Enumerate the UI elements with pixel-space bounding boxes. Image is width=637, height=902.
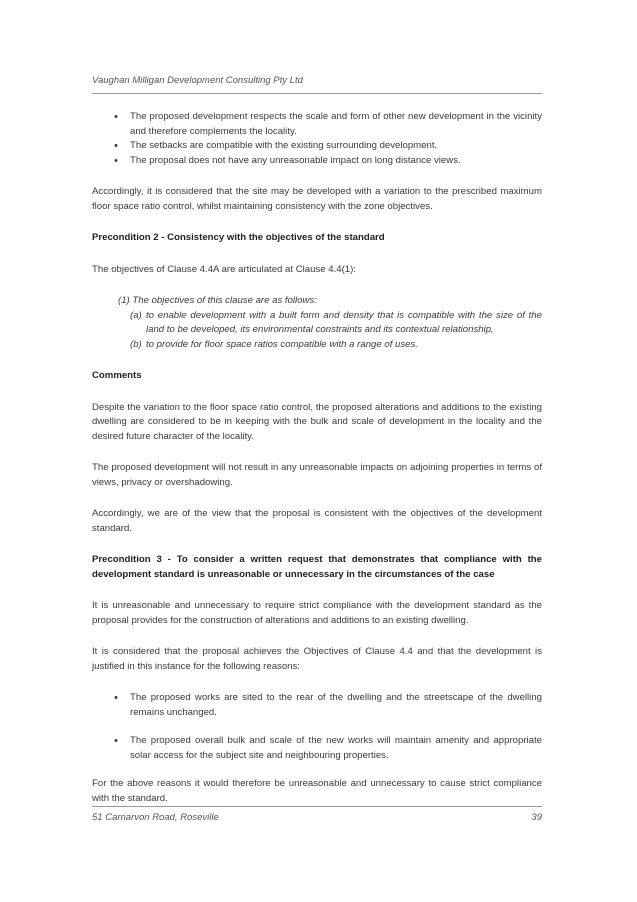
list-item: • The proposed works are sited to the rear of the dwelling and the streetscape of the dwelling remains unchanged.: [92, 691, 542, 720]
footer-address: 51 Carnarvon Road, Roseville: [92, 812, 219, 823]
objective-label: (b): [130, 338, 142, 350]
header-title: Vaughan Milligan Development Consulting Pty Ltd: [92, 75, 303, 86]
objective-text: to provide for floor space ratios compatible with a range of uses.: [146, 338, 418, 350]
conclusion-paragraph: For the above reasons it would therefore be unreasonable and unnecessary to cause strict compliance with the standard.: [92, 778, 542, 804]
precondition-2-heading: Precondition 2 - Consistency with the objectives of the standard: [92, 232, 385, 243]
precondition-3-paragraph: It is unreasonable and unnecessary to require strict compliance with the development standard as the proposal provides for the construction of alterations and additions to an existing dwelling.: [92, 600, 542, 626]
list-item: • The proposed overall bulk and scale of the new works will maintain amenity and appropriate solar access for the subject site and neighbouring properties.: [92, 734, 542, 763]
comments-paragraph: Accordingly, we are of the view that the proposal is consistent with the objectives of the development standard.: [92, 508, 542, 534]
list-item: • The proposal does not have any unreasonable impact on long distance views.: [92, 154, 542, 169]
precondition-3-paragraph: It is considered that the proposal achieves the Objectives of Clause 4.4 and that the development is justified in this instance for the following reasons:: [92, 646, 542, 672]
header-divider: [92, 93, 542, 94]
paragraph-accordingly-zone: Accordingly, it is considered that the site may be developed with a variation to the prescribed maximum floor space ratio control, whilst maintaining consistency with the zone objectives.: [92, 186, 542, 212]
page-content: [92, 110, 542, 823]
intro-bullet-list: [92, 110, 542, 168]
objectives-intro: (1) The objectives of this clause are as follows:: [118, 295, 317, 306]
comments-paragraph: Despite the variation to the floor space ratio control, the proposed alterations and additions to the existing dwelling are considered to be in keeping with the bulk and scale of development in the locality and the desired future character of the locality.: [92, 401, 542, 442]
objective-item: [92, 309, 542, 338]
footer-divider: [92, 806, 542, 807]
precondition-2-intro: The objectives of Clause 4.4A are articulated at Clause 4.4(1):: [92, 263, 356, 275]
list-item: • The proposed development respects the scale and form of other new development in the vicinity and therefore complements the locality.: [92, 110, 542, 139]
clause-objectives: [92, 294, 542, 352]
objective-label: (a): [130, 309, 142, 321]
objective-item: [92, 338, 542, 353]
comments-paragraph: The proposed development will not result in any unreasonable impacts on adjoining properties in terms of views, privacy or overshadowing.: [92, 462, 542, 488]
reasons-bullet-list: [92, 691, 542, 763]
list-item: • The setbacks are compatible with the existing surrounding development.: [92, 139, 542, 154]
comments-heading: Comments: [92, 370, 142, 381]
page-number: 39: [531, 812, 542, 823]
precondition-3-heading: Precondition 3 - To consider a written request that demonstrates that compliance with the development standard is unreasonable or unnecessary in the circumstances of the case: [92, 554, 542, 580]
objective-text: to enable development with a built form and density that is compatible with the size of the land to be developed, its environmental constraints and its contextual relationship,: [146, 309, 542, 335]
